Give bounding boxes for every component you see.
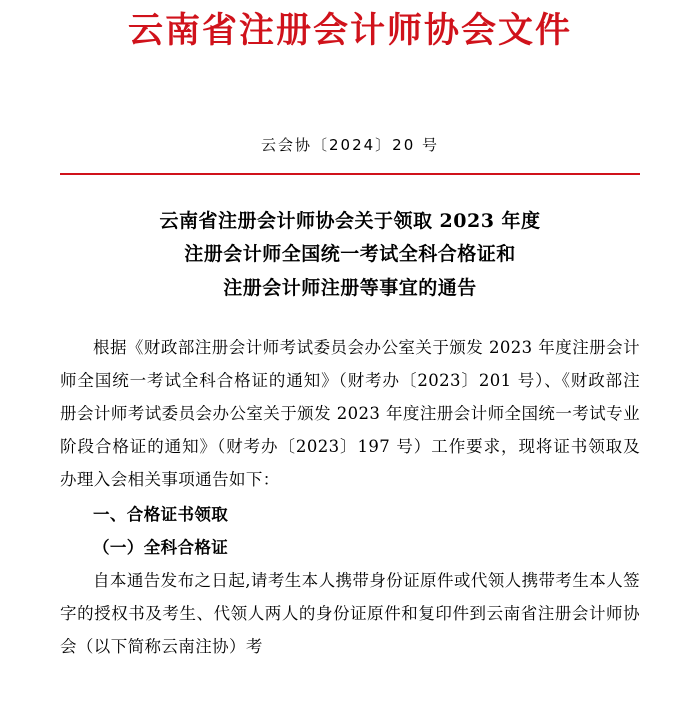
body-paragraph: 根据《财政部注册会计师考试委员会办公室关于颁发 2023 年度注册会计师全国统一考试全科合格证的通知》（财考办〔2023〕201 号）、《财政部注册会计师考试委员会办公室关于颁发 2023 年度注册会计师全国统一考试专业阶段合格证的通知》（财考办〔2023〕197 号）工作要求，现将证书领取及办理入会相关事项通告如下： (60, 337, 640, 489)
body-paragraph: 自本通告发布之日起,请考生本人携带身份证原件或代领人携带考生本人签字的授权书及考生、代领人两人的身份证原件和复印件到云南省注册会计师协会（以下简称云南注协）考 (60, 570, 640, 656)
document-title (60, 205, 640, 305)
document-title-line-2: 注册会计师全国统一考试全科合格证和 (184, 243, 516, 266)
document-title-line-1: 云南省注册会计师协会关于领取 2023 年度 (159, 210, 541, 232)
document-number: 云会协〔2024〕20 号 (260, 136, 440, 154)
document-body (60, 331, 640, 663)
red-divider-rule (60, 173, 640, 175)
document-header-title: 云南省注册会计师协会文件 (127, 10, 572, 51)
subsection-heading: （一）全科合格证 (93, 537, 229, 557)
document-title-line-3: 注册会计师注册等事宜的通告 (223, 276, 477, 299)
section-heading: 一、合格证书领取 (93, 504, 229, 524)
